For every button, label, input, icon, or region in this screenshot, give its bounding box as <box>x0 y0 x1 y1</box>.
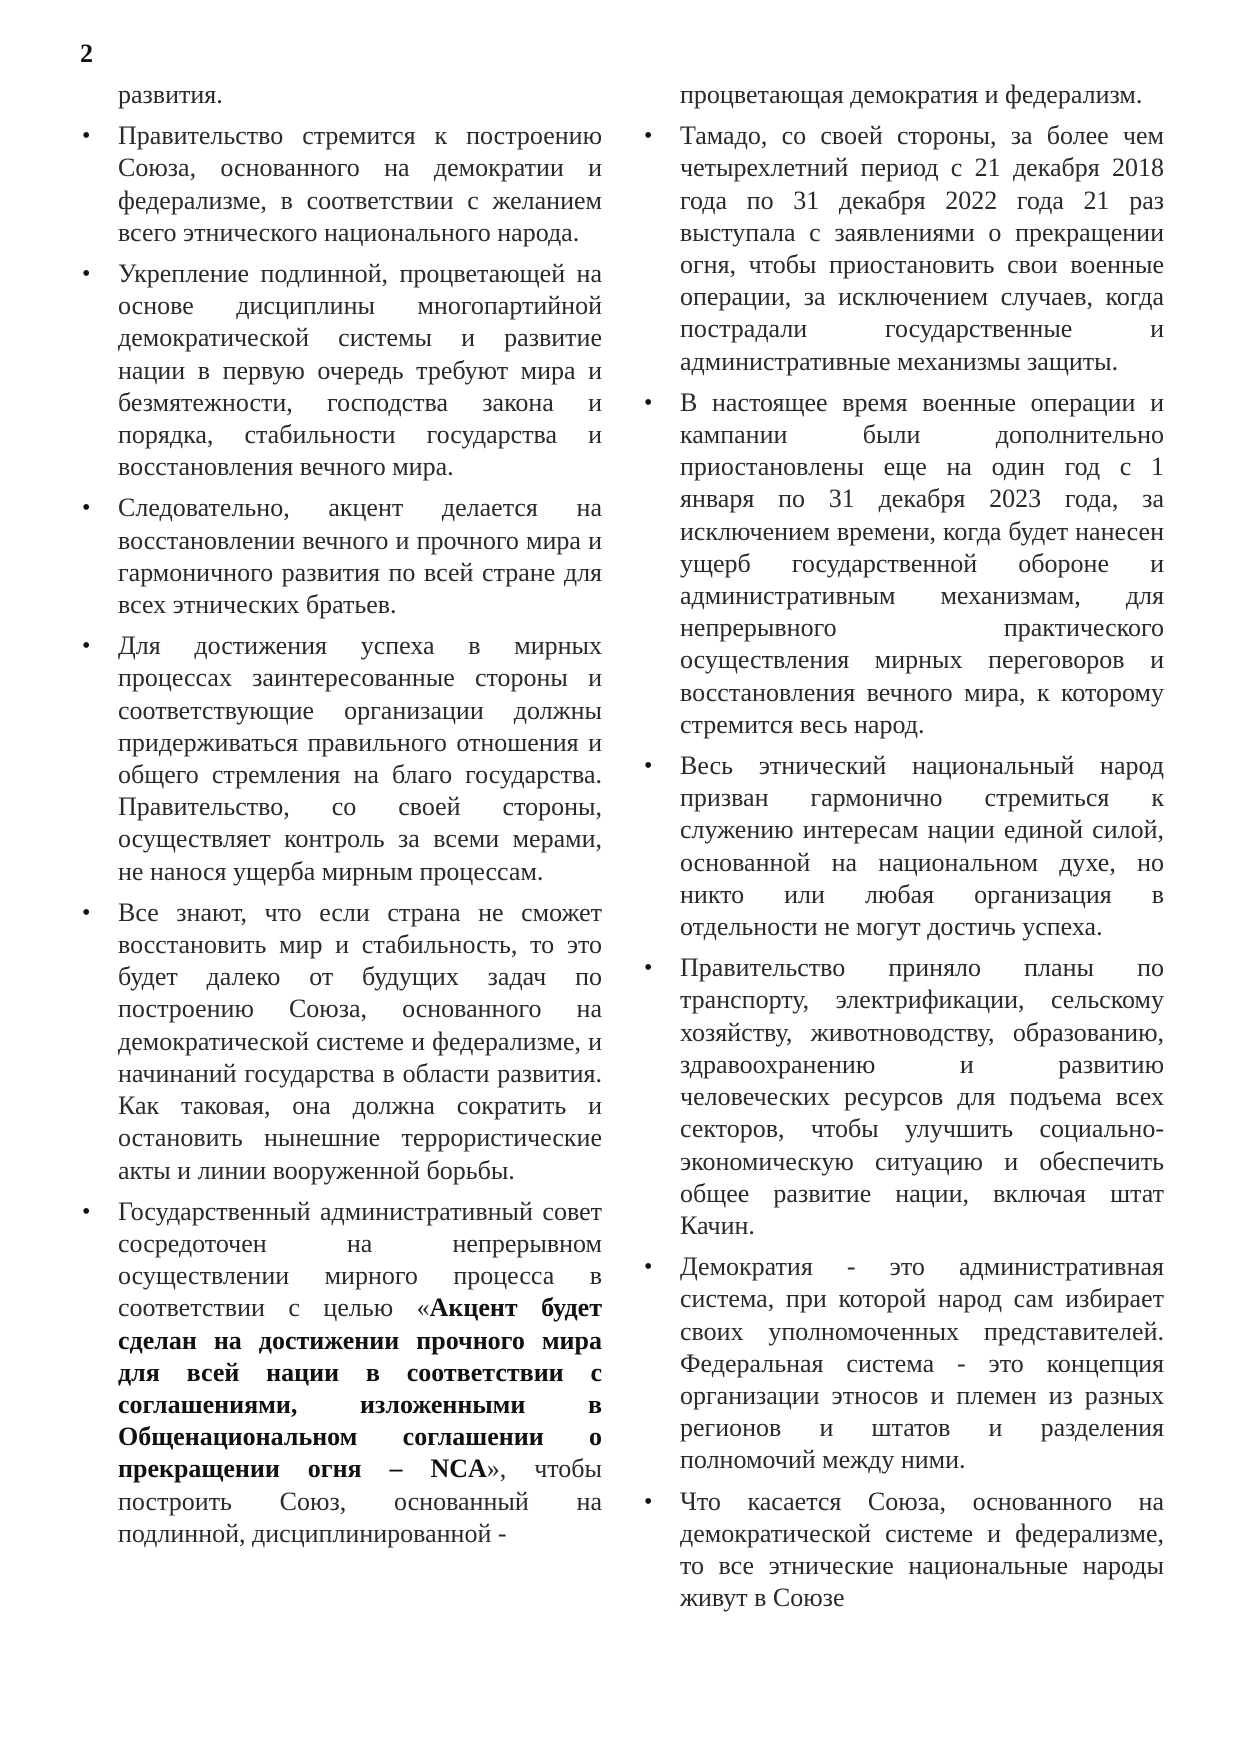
bullet-item <box>78 492 602 621</box>
bullet-text: В настоящее время военные операции и кампании были дополнительно приостановлены еще на один год с 1 января по 31 декабря 2023 года, за исключением времени, когда будет нанесен ущерб государственной обороне и административным механизмам, для непрерывного практического осуществления мирных переговоров и восстановления вечного мира, к которому стремится весь народ. <box>680 387 1164 739</box>
bullet-text: Следовательно, акцент делается на восстановлении вечного и прочного мира и гармоничного развития по всей стране для всех этнических братьев. <box>118 493 602 620</box>
bullet-icon: • <box>82 633 91 660</box>
bullet-icon: • <box>644 1254 653 1281</box>
bullet-icon: • <box>82 123 91 150</box>
bullet-text-after: », чтобы построить Союз, основанный на подлинной, дисциплинированной - <box>118 1454 602 1548</box>
bullet-item <box>640 750 1164 943</box>
bullet-item <box>78 630 602 888</box>
bullet-item <box>78 258 602 483</box>
bullet-text: Тамадо, со своей стороны, за более чем четырехлетний период с 21 декабря 2018 года по 31 декабря 2022 года 21 раз выступала с заявлениями о прекращении огня, чтобы приостановить свои военные операции, за исключением случаев, когда пострадали государственные и административные механизмы защиты. <box>680 121 1164 376</box>
bullet-text: Все знают, что если страна не сможет восстановить мир и стабильность, то это будет далеко от будущих задач по построению Союза, основанного на демократической системе и федерализме, и начинаний государства в области развития. Как таковая, она должна сократить и остановить нынешние террористические акты и линии вооруженной борьбы. <box>118 897 602 1185</box>
bullet-item <box>640 1251 1164 1476</box>
bullet-item <box>78 897 602 1187</box>
bullet-item <box>640 1486 1164 1615</box>
bullet-item <box>640 952 1164 1242</box>
right-column <box>640 79 1164 1623</box>
bullet-icon: • <box>82 261 91 288</box>
bullet-item <box>640 120 1164 378</box>
bullet-icon: • <box>82 899 91 926</box>
bullet-text: Правительство стремится к построению Союза, основанного на демократии и федерализме, в соответствии с желанием всего этнического национального народа. <box>118 121 602 247</box>
bullet-icon: • <box>644 955 653 982</box>
bullet-icon: • <box>644 389 653 416</box>
continuation-text: процветающая демократия и федерализм. <box>680 80 1143 109</box>
bullet-text: Демократия - это административная система, при которой народ сам избирает своих уполномоченных представителей. Федеральная система - это концепция организации этносов и племен из разных регионов и штатов и разделения полномочий между ними. <box>680 1252 1164 1475</box>
bullet-text: Для достижения успеха в мирных процессах заинтересованные стороны и соответствующие организации должны придерживаться правильного отношения и общего стремления на благо государства. Правительство, со своей стороны, осуществляет контроль за всеми мерами, не нанося ущерба мирным процессам. <box>118 631 602 886</box>
bullet-text: Что касается Союза, основанного на демократической системе и федерализме, то все этнические национальные народы живут в Союзе <box>680 1486 1164 1613</box>
bullet-item <box>78 120 602 249</box>
bullet-text: Весь этнический национальный народ призван гармонично стремиться к служению интересам нации единой силой, основанной на национальном духе, но никто или любая организация в отдельности не могут достичь успеха. <box>680 751 1164 942</box>
bullet-icon: • <box>644 753 653 780</box>
bullet-text: Укрепление подлинной, процветающей на основе дисциплины многопартийной демократической системы и развитие нации в первую очередь требуют мира и безмятежности, господства закона и порядка, стабильности государства и восстановления вечного мира. <box>118 259 602 482</box>
left-column <box>78 79 602 1559</box>
page-number: 2 <box>80 39 93 68</box>
bullet-icon: • <box>82 1198 91 1225</box>
bullet-text-before: Государственный административный совет сосредоточен на непрерывном осуществлении мирного процесса в соответствии с целью « <box>118 1196 602 1323</box>
bullet-icon: • <box>644 123 653 150</box>
bullet-text: Правительство приняло планы по транспорту, электрификации, сельскому хозяйству, животноводству, образованию, здравоохранению и развитию человеческих ресурсов для подъема всех секторов, чтобы улучшить социально-экономическую ситуацию и обеспечить общее развитие нации, включая штат Качин. <box>680 953 1164 1240</box>
bullet-item <box>640 387 1164 741</box>
bullet-item <box>78 1196 602 1550</box>
bold-quote: Акцент будет сделан на достижении прочного мира для всей нации в соответствии с соглашениями, изложенными в Общенациональном соглашении о прекращении огня – NCA <box>118 1293 602 1484</box>
bullet-icon: • <box>82 495 91 522</box>
bullet-icon: • <box>644 1488 653 1515</box>
continuation-text: развития. <box>118 80 223 109</box>
